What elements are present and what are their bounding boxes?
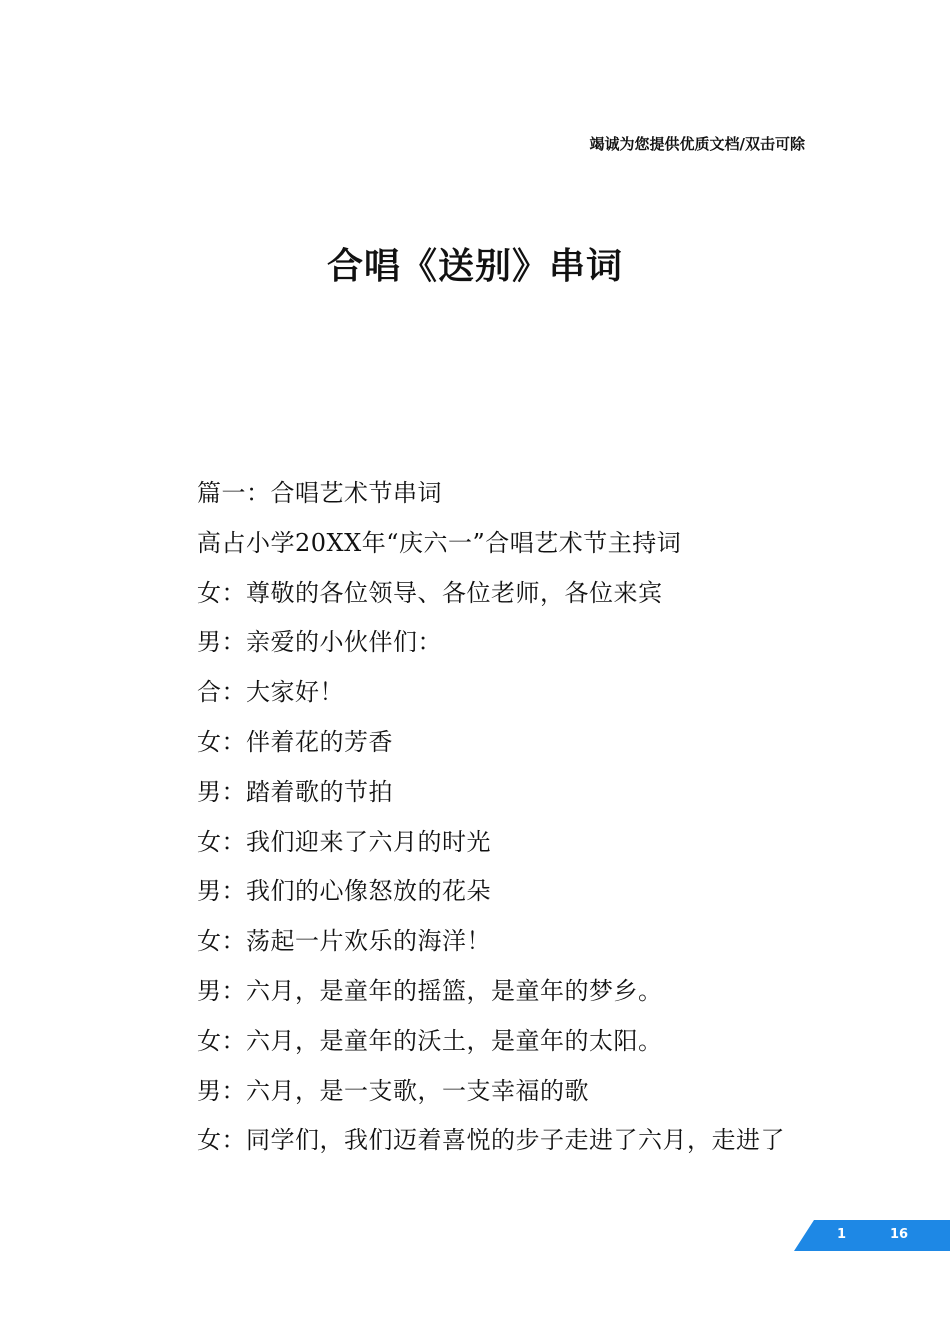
body-line: 男：亲爱的小伙伴们： bbox=[197, 628, 442, 657]
body-line: 篇一：合唱艺术节串词 bbox=[197, 479, 442, 507]
document-title: 合唱《送别》串词 bbox=[326, 246, 623, 287]
header-note: 竭诚为您提供优质文档/双击可除 bbox=[589, 135, 805, 153]
body-line: 男：六月，是童年的摇篮，是童年的梦乡。 bbox=[197, 976, 663, 1005]
page-band-fill bbox=[794, 1220, 950, 1251]
page-number-band bbox=[794, 1220, 950, 1251]
body-line: 合：大家好！ bbox=[197, 678, 344, 707]
body-line: 男：六月，是一支歌，一支幸福的歌 bbox=[197, 1076, 589, 1105]
document-body bbox=[197, 476, 837, 1173]
body-line: 男：踏着歌的节拍 bbox=[197, 777, 393, 806]
body-line: 女：荡起一片欢乐的海洋！ bbox=[197, 927, 491, 956]
body-line: 男：我们的心像怒放的花朵 bbox=[197, 877, 491, 906]
body-line: 女：同学们，我们迈着喜悦的步子走进了六月，走进了 bbox=[197, 1126, 785, 1155]
page-band-shape bbox=[794, 1220, 950, 1251]
body-line: 女：六月，是童年的沃土，是童年的太阳。 bbox=[197, 1026, 663, 1055]
body-line: 女：伴着花的芳香 bbox=[197, 727, 393, 756]
body-line: 高占小学20XX年“庆六一”合唱艺术节主持词 bbox=[197, 528, 682, 557]
page-current-number: 1 bbox=[837, 1227, 847, 1242]
body-line: 女：尊敬的各位领导、各位老师，各位来宾 bbox=[197, 578, 663, 607]
body-line: 女：我们迎来了六月的时光 bbox=[197, 827, 491, 856]
page-total-number: 16 bbox=[890, 1227, 909, 1242]
